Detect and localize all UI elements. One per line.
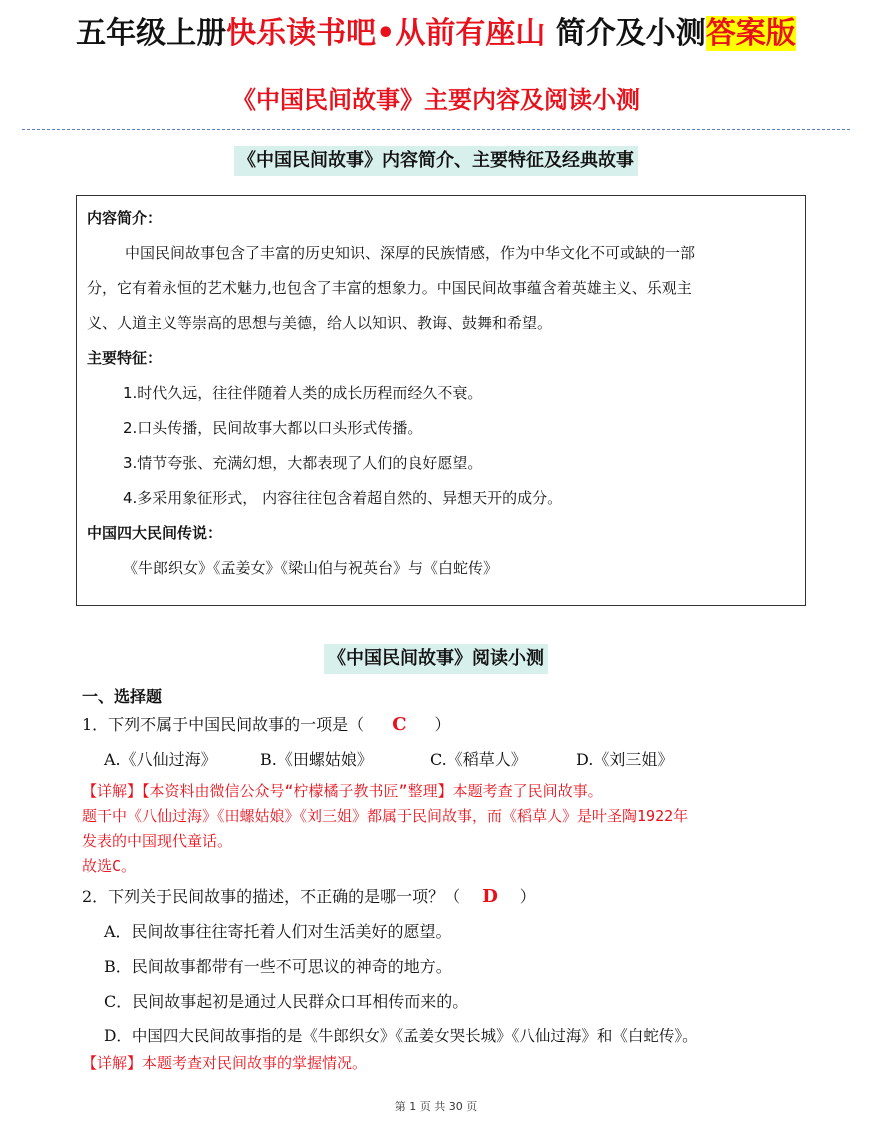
page-number: 第 1 页 共 30 页 xyxy=(394,1100,478,1113)
document-subtitle: 《中国民间故事》主要内容及阅读小测 xyxy=(232,86,640,114)
question-1-stem: 1．下列不属于中国民间故事的一项是（ xyxy=(82,715,365,734)
question-2-stem: 2．下列关于民间故事的描述，不正确的是哪一项？（ xyxy=(82,887,461,906)
section-heading-quiz xyxy=(0,644,872,674)
section-heading-quiz-text: 《中国民间故事》阅读小测 xyxy=(324,644,548,674)
dashed-divider xyxy=(22,129,850,130)
intro-line: 义、人道主义等崇高的思想与美德，给人以知识、教诲、鼓舞和希望。 xyxy=(87,314,553,332)
legends-text: 《牛郎织女》《孟姜女》《梁山伯与祝英台》与《白蛇传》 xyxy=(123,559,499,577)
question-1-explanation: 发表的中国现代童话。 xyxy=(82,832,233,850)
feature-item: 3.情节夸张、充满幻想，大都表现了人们的良好愿望。 xyxy=(123,454,483,472)
question-2 xyxy=(82,884,536,907)
question-1-explanation: 【详解】【本资料由微信公众号“柠檬橘子教书匠”整理】本题考查了民间故事。 xyxy=(82,782,603,800)
features-label: 主要特征： xyxy=(87,349,163,367)
question-2-explanation: 【详解】本题考查对民间故事的掌握情况。 xyxy=(82,1054,368,1072)
feature-item: 2.口头传播，民间故事大都以口头形式传播。 xyxy=(123,419,423,437)
feature-item: 4.多采用象征形式， 内容往往包含着超自然的、异想天开的成分。 xyxy=(123,489,563,507)
part-label: 一、选择题 xyxy=(82,687,163,706)
intro-line: 分，它有着永恒的艺术魅力,也包含了丰富的想象力。中国民间故事蕴含着英雄主义、乐观主 xyxy=(87,279,692,297)
question-2-option: C．民间故事起初是通过人民群众口耳相传而来的。 xyxy=(104,992,469,1011)
question-1-explanation: 故选C。 xyxy=(82,857,137,875)
question-1-option: A.《八仙过海》 xyxy=(104,750,217,769)
question-2-option: A．民间故事往往寄托着人们对生活美好的愿望。 xyxy=(104,922,452,941)
intro-box xyxy=(76,195,806,606)
section-heading-intro xyxy=(0,146,872,176)
legends-label: 中国四大民间传说： xyxy=(87,524,223,542)
question-1-answer: C xyxy=(392,714,407,735)
intro-line: 中国民间故事包含了丰富的历史知识、深厚的民族情感，作为中华文化不可或缺的一部 xyxy=(125,244,696,262)
page-title xyxy=(0,12,872,56)
question-1-option: C.《稻草人》 xyxy=(430,750,527,769)
question-1-close: ） xyxy=(434,715,451,734)
question-1 xyxy=(82,712,451,735)
section-heading-intro-text: 《中国民间故事》内容简介、主要特征及经典故事 xyxy=(234,146,638,176)
question-2-answer: D xyxy=(482,886,498,907)
feature-item: 1.时代久远，往往伴随着人类的成长历程而经久不衰。 xyxy=(123,384,483,402)
question-2-close: ） xyxy=(519,887,536,906)
intro-label: 内容简介： xyxy=(87,209,163,227)
question-1-explanation: 题干中《八仙过海》《田螺姑娘》《刘三姐》都属于民间故事，而《稻草人》是叶圣陶1922年 xyxy=(82,807,689,825)
question-1-option: D.《刘三姐》 xyxy=(576,750,674,769)
title-answer-badge: 答案版 xyxy=(705,16,796,51)
question-2-option: D．中国四大民间故事指的是《牛郎织女》《孟姜女哭长城》《八仙过海》和《白蛇传》。 xyxy=(104,1027,698,1045)
question-1-option: B.《田螺姑娘》 xyxy=(260,750,373,769)
question-2-option: B．民间故事都带有一些不可思议的神奇的地方。 xyxy=(104,957,452,976)
title-grade: 五年级上册 xyxy=(76,16,227,51)
title-reading-club: 快乐读书吧•从前有座山 xyxy=(226,16,546,51)
title-summary: 简介及小测 xyxy=(545,16,706,51)
